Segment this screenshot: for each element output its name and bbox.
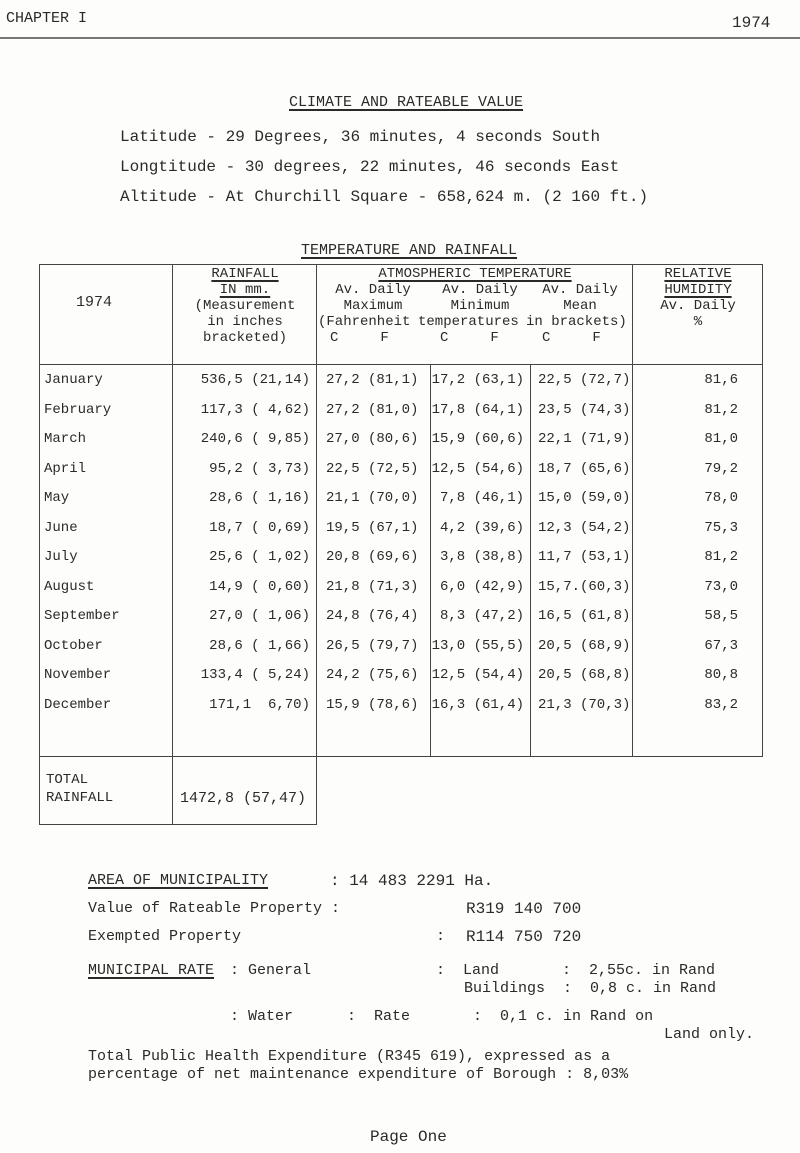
row-humidity: 58,5: [704, 608, 738, 624]
row-humidity: 75,3: [704, 520, 738, 536]
row-rainfall: 536,5 (21,14): [200, 372, 310, 388]
row-min-temp: 4,2 (39,6): [439, 520, 524, 536]
rainfall-header-5: bracketed): [202, 330, 287, 346]
row-min-temp: 8,3 (47,2): [439, 608, 524, 624]
table-top-border: [39, 264, 763, 265]
mean-header-1: Av. Daily: [542, 282, 618, 298]
table-title: TEMPERATURE AND RAINFALL: [301, 242, 518, 259]
row-min-temp: 6,0 (42,9): [439, 579, 524, 595]
row-max-temp: 15,9 (78,6): [326, 697, 419, 713]
row-mean-temp: 11,7 (53,1): [538, 549, 631, 565]
min-header-2: Minimum: [450, 298, 510, 314]
row-rainfall: 171,1 6,70): [209, 697, 310, 713]
table-body-bottom-rule: [39, 756, 763, 757]
rateable-value: R319 140 700: [466, 900, 582, 918]
row-rainfall: 117,3 ( 4,62): [200, 402, 310, 418]
row-mean-temp: 20,5 (68,9): [538, 638, 631, 654]
header-rule: [0, 37, 800, 39]
max-header-4: C F: [330, 330, 389, 346]
row-humidity: 78,0: [704, 490, 738, 506]
rateable-label: Value of Rateable Property :: [88, 900, 341, 917]
row-humidity: 67,3: [704, 638, 738, 654]
table-right-border: [762, 264, 763, 756]
row-max-temp: 21,8 (71,3): [326, 579, 419, 595]
row-min-temp: 17,8 (64,1): [431, 402, 524, 418]
row-month: June: [44, 520, 78, 536]
row-max-temp: 19,5 (67,1): [326, 520, 419, 536]
chapter-label: CHAPTER I: [6, 10, 88, 27]
max-header-3: (Fahrenheit: [318, 314, 411, 330]
row-mean-temp: 21,3 (70,3): [538, 697, 631, 713]
row-min-temp: 3,8 (38,8): [439, 549, 524, 565]
row-max-temp: 27,0 (80,6): [326, 431, 419, 447]
table-left-border: [39, 264, 40, 824]
page-number: Page One: [370, 1128, 447, 1146]
row-rainfall: 133,4 ( 5,24): [200, 667, 310, 683]
row-min-temp: 15,9 (60,6): [431, 431, 524, 447]
table-col-mean-line: [530, 364, 531, 756]
area-label: AREA OF MUNICIPALITY: [88, 872, 269, 889]
max-header-2: Maximum: [343, 298, 403, 314]
row-mean-temp: 15,7.(60,3): [538, 579, 631, 595]
mean-header-4: C F: [542, 330, 601, 346]
row-max-temp: 20,8 (69,6): [326, 549, 419, 565]
row-month: October: [44, 638, 103, 654]
exempted-colon: :: [436, 928, 446, 945]
row-rainfall: 18,7 ( 0,69): [209, 520, 310, 536]
land-only-text: Land only.: [664, 1026, 755, 1043]
row-month: August: [44, 579, 95, 595]
land-rate-line: : Land : 2,55c. in Rand: [436, 962, 716, 979]
year-label: 1974: [732, 14, 771, 32]
area-value: : 14 483 2291 Ha.: [330, 872, 494, 890]
min-header-1: Av. Daily: [442, 282, 518, 298]
health-expenditure-line-1: Total Public Health Expenditure (R345 619), expressed as a: [88, 1048, 611, 1065]
row-rainfall: 28,6 ( 1,16): [209, 490, 310, 506]
row-mean-temp: 18,7 (65,6): [538, 461, 631, 477]
rainfall-header-4: in inches: [207, 314, 283, 330]
total-label-1: TOTAL: [46, 772, 89, 788]
mean-header-3: in brackets): [526, 314, 627, 330]
row-humidity: 80,8: [704, 667, 738, 683]
latitude-line: Latitude - 29 Degrees, 36 minutes, 4 seconds South: [120, 128, 601, 146]
row-rainfall: 240,6 ( 9,85): [200, 431, 310, 447]
row-month: April: [44, 461, 87, 477]
row-min-temp: 12,5 (54,6): [431, 461, 524, 477]
max-header-1: Av. Daily: [335, 282, 411, 298]
row-month: December: [44, 697, 112, 713]
row-humidity: 79,2: [704, 461, 738, 477]
row-max-temp: 26,5 (79,7): [326, 638, 419, 654]
row-max-temp: 24,8 (76,4): [326, 608, 419, 624]
row-mean-temp: 22,1 (71,9): [538, 431, 631, 447]
humidity-header-3: Av. Daily: [660, 298, 736, 314]
table-bottom-border: [39, 824, 317, 825]
row-max-temp: 27,2 (81,1): [326, 372, 419, 388]
exempted-value: R114 750 720: [466, 928, 582, 946]
row-mean-temp: 12,3 (54,2): [538, 520, 631, 536]
row-rainfall: 28,6 ( 1,66): [209, 638, 310, 654]
row-max-temp: 21,1 (70,0): [326, 490, 419, 506]
water-rate-line: : Water : Rate : 0,1 c. in Rand on: [230, 1008, 654, 1025]
row-mean-temp: 23,5 (74,3): [538, 402, 631, 418]
row-max-temp: 27,2 (81,0): [326, 402, 419, 418]
atmos-header: ATMOSPHERIC TEMPERATURE: [378, 266, 572, 282]
row-rainfall: 27,0 ( 1,06): [209, 608, 310, 624]
rainfall-header-2: IN mm.: [219, 282, 271, 298]
row-humidity: 81,2: [704, 402, 738, 418]
page-title: CLIMATE AND RATEABLE VALUE: [289, 94, 524, 111]
humidity-header-1: RELATIVE: [664, 266, 732, 282]
buildings-rate-line: Buildings : 0,8 c. in Rand: [464, 980, 717, 997]
row-rainfall: 95,2 ( 3,73): [209, 461, 310, 477]
year-header: 1974: [76, 294, 113, 311]
health-expenditure-line-2: percentage of net maintenance expenditure of Borough : 8,03%: [88, 1066, 629, 1083]
row-humidity: 81,2: [704, 549, 738, 565]
row-mean-temp: 20,5 (68,8): [538, 667, 631, 683]
longitude-line: Longtitude - 30 degrees, 22 minutes, 46 seconds East: [120, 158, 620, 176]
row-humidity: 81,6: [704, 372, 738, 388]
row-month: July: [44, 549, 78, 565]
row-mean-temp: 16,5 (61,8): [538, 608, 631, 624]
rainfall-header-3: (Measurement: [194, 298, 296, 314]
humidity-header-2: HUMIDITY: [664, 282, 732, 298]
row-max-temp: 24,2 (75,6): [326, 667, 419, 683]
row-month: February: [44, 402, 112, 418]
total-label-2: RAINFALL: [46, 790, 114, 806]
min-header-3: temperatures: [418, 314, 519, 330]
row-month: January: [44, 372, 103, 388]
row-rainfall: 14,9 ( 0,60): [209, 579, 310, 595]
row-min-temp: 13,0 (55,5): [431, 638, 524, 654]
table-col-humidity-line: [632, 364, 633, 756]
humidity-header-4: %: [693, 314, 703, 330]
row-min-temp: 12,5 (54,4): [431, 667, 524, 683]
altitude-line: Altitude - At Churchill Square - 658,624 m. (2 160 ft.): [120, 188, 649, 206]
row-max-temp: 22,5 (72,5): [326, 461, 419, 477]
exempted-label: Exempted Property: [88, 928, 242, 945]
row-mean-temp: 22,5 (72,7): [538, 372, 631, 388]
table-col1-line: [172, 264, 173, 824]
row-min-temp: 16,3 (61,4): [431, 697, 524, 713]
row-mean-temp: 15,0 (59,0): [538, 490, 631, 506]
min-header-4: C F: [440, 330, 499, 346]
row-humidity: 73,0: [704, 579, 738, 595]
municipal-rate-label: MUNICIPAL RATE: [88, 962, 215, 979]
table-col2-line: [316, 264, 317, 824]
table-col-humidity-line-top: [632, 264, 633, 364]
mean-header-2: Mean: [563, 298, 597, 314]
row-rainfall: 25,6 ( 1,02): [209, 549, 310, 565]
municipal-rate-general: : General: [230, 962, 312, 979]
row-humidity: 83,2: [704, 697, 738, 713]
row-month: September: [44, 608, 120, 624]
row-min-temp: 7,8 (46,1): [439, 490, 524, 506]
rainfall-header-1: RAINFALL: [211, 266, 279, 282]
row-month: November: [44, 667, 112, 683]
row-humidity: 81,0: [704, 431, 738, 447]
total-value: 1472,8 (57,47): [180, 790, 307, 807]
row-month: March: [44, 431, 87, 447]
row-month: May: [44, 490, 70, 506]
row-min-temp: 17,2 (63,1): [431, 372, 524, 388]
table-header-rule: [39, 364, 763, 365]
